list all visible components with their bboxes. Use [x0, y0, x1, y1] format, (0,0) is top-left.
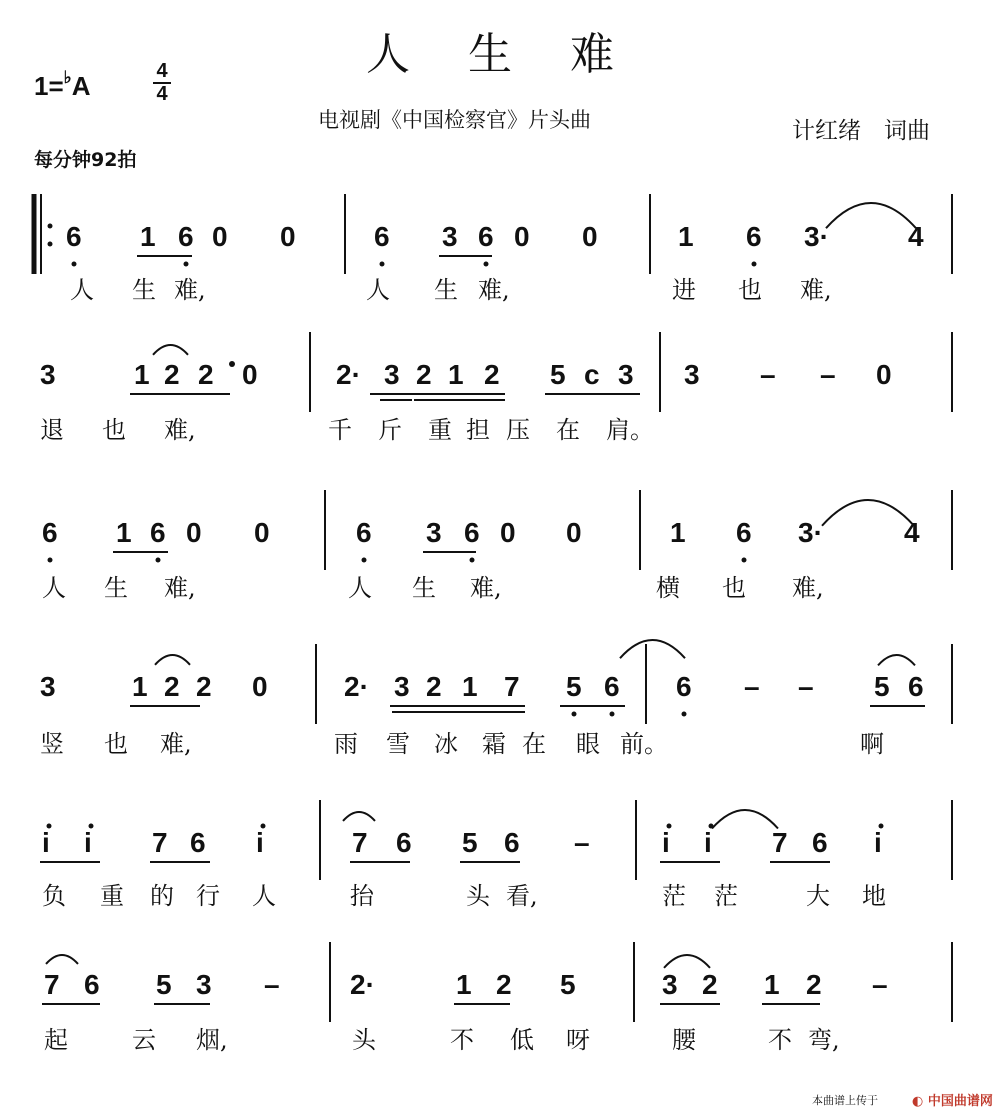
- lyric-r2-1: 退: [40, 416, 64, 444]
- note-r2-6: 2·: [336, 359, 361, 390]
- lyric-r1-4: 人: [366, 276, 390, 304]
- octave-dot-below: [752, 262, 757, 267]
- note-r5-3: 7: [152, 827, 168, 858]
- octave-dot-below: [380, 262, 385, 267]
- lyric-r1-9: 难,: [800, 276, 832, 304]
- note-r4-15: –: [798, 671, 814, 702]
- lyric-r3-9: 难,: [792, 574, 824, 602]
- note-r1-9: 0: [514, 221, 530, 252]
- slur-arc: [155, 655, 190, 665]
- lyric-r2-2: 也: [102, 416, 126, 444]
- lyric-r6-4: 头: [352, 1026, 376, 1054]
- song-title: 人生难: [366, 29, 672, 80]
- note-r2-12: c: [584, 359, 600, 390]
- lyric-r2-4: 千: [328, 416, 352, 444]
- note-r2-16: –: [820, 359, 836, 390]
- note-r5-6: 7: [352, 827, 368, 858]
- note-r2-7: 3: [384, 359, 400, 390]
- note-r5-5: i: [256, 827, 264, 858]
- note-r6-11: 2: [702, 969, 718, 1000]
- note-r6-13: 2: [806, 969, 822, 1000]
- lyric-r1-8: 也: [738, 276, 762, 304]
- note-r6-3: 5: [156, 969, 172, 1000]
- note-r5-1: i: [42, 827, 50, 858]
- lyric-r4-4: 雨: [334, 730, 358, 758]
- note-r1-6: 6: [374, 221, 390, 252]
- lyric-r2-5: 斤: [378, 416, 402, 444]
- lyric-r2-8: 压: [506, 416, 530, 444]
- note-r1-5: 0: [280, 221, 296, 252]
- lyric-r6-7: 呀: [566, 1026, 590, 1054]
- slur-arc: [822, 500, 914, 526]
- lyric-r4-5: 雪: [386, 730, 410, 758]
- lyric-r5-1: 负: [42, 882, 66, 910]
- footer-site-logo: ◐ 中国曲谱网: [912, 1094, 993, 1109]
- octave-dot-below: [156, 558, 161, 563]
- slur-arc: [153, 345, 188, 355]
- note-r4-17: 6: [908, 671, 924, 702]
- lyric-r6-5: 不: [450, 1026, 474, 1054]
- note-r6-10: 3: [662, 969, 678, 1000]
- time-signature: 4 4: [153, 62, 171, 104]
- note-r4-2: 1: [132, 671, 148, 702]
- note-r6-8: 2: [496, 969, 512, 1000]
- lyric-r2-9: 在: [556, 416, 580, 444]
- lyric-r2-7: 担: [466, 416, 490, 444]
- composer-credit: 计红绪 词曲: [792, 118, 930, 144]
- lyric-r6-6: 低: [510, 1026, 534, 1054]
- note-r5-14: 6: [812, 827, 828, 858]
- note-r4-10: 7: [504, 671, 520, 702]
- note-r2-17: 0: [876, 359, 892, 390]
- lyric-r1-5: 生: [434, 276, 458, 304]
- tempo-marking: 每分钟92拍: [34, 149, 137, 171]
- note-r1-8: 6: [478, 221, 494, 252]
- lyric-r5-3: 的: [150, 882, 174, 910]
- note-r3-1: 6: [42, 517, 58, 548]
- note-r3-13: 3·: [798, 517, 823, 548]
- note-r4-4: 2: [196, 671, 212, 702]
- lyric-r6-10: 弯,: [808, 1026, 840, 1054]
- note-r3-12: 6: [736, 517, 752, 548]
- note-r2-9: 1: [448, 359, 464, 390]
- octave-dot-below: [184, 262, 189, 267]
- lyric-r6-1: 起: [44, 1026, 68, 1054]
- note-r1-4: 0: [212, 221, 228, 252]
- lyric-r6-8: 腰: [672, 1026, 696, 1054]
- note-r5-15: i: [874, 827, 882, 858]
- note-r6-6: 2·: [350, 969, 375, 1000]
- lyric-r1-2: 生: [132, 276, 156, 304]
- lyric-r5-5: 人: [252, 882, 276, 910]
- slur-arc: [620, 640, 685, 658]
- lyric-r4-11: 啊: [860, 730, 884, 758]
- lyric-r4-9: 眼: [576, 730, 600, 758]
- note-r3-10: 0: [566, 517, 582, 548]
- note-r2-3: 2: [164, 359, 180, 390]
- note-r4-7: 3: [394, 671, 410, 702]
- lyric-r5-9: 茫: [662, 882, 686, 910]
- note-r6-7: 1: [456, 969, 472, 1000]
- note-r1-2: 1: [140, 221, 156, 252]
- lyric-r4-8: 在: [522, 730, 546, 758]
- logo-icon: ◐: [912, 1094, 924, 1109]
- subtitle: 电视剧《中国检察官》片头曲: [318, 108, 591, 132]
- lyric-r6-9: 不: [768, 1026, 792, 1054]
- slur-arc: [826, 203, 916, 228]
- octave-dot-below: [72, 262, 77, 267]
- note-r1-13: 3·: [804, 221, 829, 252]
- note-r3-11: 1: [670, 517, 686, 548]
- lyric-r4-3: 难,: [160, 730, 192, 758]
- lyric-r1-1: 人: [70, 276, 94, 304]
- lyric-r1-7: 进: [672, 276, 696, 304]
- note-r4-9: 1: [462, 671, 478, 702]
- note-r4-6: 2·: [344, 671, 369, 702]
- slur-arc: [712, 810, 778, 828]
- lyric-r5-10: 茫: [714, 882, 738, 910]
- lyric-r3-2: 生: [104, 574, 128, 602]
- lyric-r1-3: 难,: [174, 276, 206, 304]
- repeat-dot: [48, 224, 53, 229]
- note-r2-1: 3: [40, 359, 56, 390]
- stray-dot: [229, 361, 235, 367]
- slur-arc: [878, 655, 915, 665]
- note-r5-7: 6: [396, 827, 412, 858]
- lyric-r5-6: 抬: [350, 882, 374, 910]
- octave-dot-below: [362, 558, 367, 563]
- note-r4-5: 0: [252, 671, 268, 702]
- footer-upload-text: 本曲谱上传于: [812, 1094, 878, 1107]
- note-r2-5: 0: [242, 359, 258, 390]
- note-r3-2: 1: [116, 517, 132, 548]
- note-r2-10: 2: [484, 359, 500, 390]
- octave-dot-below: [484, 262, 489, 267]
- lyric-r2-10: 肩。: [606, 416, 654, 444]
- lyric-r3-3: 难,: [164, 574, 196, 602]
- lyric-r5-8: 看,: [506, 882, 538, 910]
- lyric-r5-4: 行: [196, 882, 220, 910]
- lyric-r3-6: 难,: [470, 574, 502, 602]
- octave-dot-below: [742, 558, 747, 563]
- lyric-r1-6: 难,: [478, 276, 510, 304]
- note-r5-2: i: [84, 827, 92, 858]
- note-r4-16: 5: [874, 671, 890, 702]
- note-r1-10: 0: [582, 221, 598, 252]
- lyric-r3-1: 人: [42, 574, 66, 602]
- note-r4-12: 6: [604, 671, 620, 702]
- note-r2-11: 5: [550, 359, 566, 390]
- note-r6-1: 7: [44, 969, 60, 1000]
- note-r6-9: 5: [560, 969, 576, 1000]
- lyric-r5-7: 头: [466, 882, 490, 910]
- note-r6-12: 1: [764, 969, 780, 1000]
- octave-dot-below: [610, 712, 615, 717]
- lyric-r6-3: 烟,: [196, 1026, 228, 1054]
- octave-dot-below: [470, 558, 475, 563]
- lyric-r4-1: 竖: [40, 730, 64, 758]
- lyric-r4-6: 冰: [434, 730, 458, 758]
- octave-dot-below: [572, 712, 577, 717]
- note-r1-7: 3: [442, 221, 458, 252]
- lyric-r2-6: 重: [428, 416, 452, 444]
- lyric-r3-8: 也: [722, 574, 746, 602]
- note-r5-4: 6: [190, 827, 206, 858]
- note-r4-11: 5: [566, 671, 582, 702]
- lyric-r6-2: 云: [132, 1026, 156, 1054]
- slur-arc: [46, 955, 78, 964]
- lyric-r4-7: 霜: [482, 730, 506, 758]
- note-r3-7: 3: [426, 517, 442, 548]
- note-r5-12: i: [704, 827, 712, 858]
- note-r3-6: 6: [356, 517, 372, 548]
- note-r5-8: 5: [462, 827, 478, 858]
- octave-dot-below: [682, 712, 687, 717]
- lyric-r5-12: 地: [862, 882, 886, 910]
- note-r1-12: 6: [746, 221, 762, 252]
- note-r4-13: 6: [676, 671, 692, 702]
- note-r4-3: 2: [164, 671, 180, 702]
- slur-arc: [343, 812, 375, 821]
- lyric-r3-4: 人: [348, 574, 372, 602]
- note-r1-1: 6: [66, 221, 82, 252]
- lyric-r5-11: 大: [806, 882, 830, 910]
- lyric-r4-2: 也: [104, 730, 128, 758]
- octave-dot-below: [48, 558, 53, 563]
- note-r6-5: –: [264, 969, 280, 1000]
- note-r4-14: –: [744, 671, 760, 702]
- lyric-r4-10: 前。: [620, 730, 668, 758]
- note-r2-15: –: [760, 359, 776, 390]
- lyric-r3-7: 横: [656, 574, 680, 602]
- note-r6-14: –: [872, 969, 888, 1000]
- note-r1-14: 4: [908, 221, 924, 252]
- note-r3-4: 0: [186, 517, 202, 548]
- note-r2-8: 2: [416, 359, 432, 390]
- note-r5-9: 6: [504, 827, 520, 858]
- note-r6-4: 3: [196, 969, 212, 1000]
- note-r6-2: 6: [84, 969, 100, 1000]
- note-r2-2: 1: [134, 359, 150, 390]
- repeat-dot: [48, 242, 53, 247]
- note-r4-1: 3: [40, 671, 56, 702]
- lyric-r5-2: 重: [100, 882, 124, 910]
- note-r3-8: 6: [464, 517, 480, 548]
- note-r5-13: 7: [772, 827, 788, 858]
- note-r3-14: 4: [904, 517, 920, 548]
- note-r3-5: 0: [254, 517, 270, 548]
- lyric-r2-3: 难,: [164, 416, 196, 444]
- note-r2-4: 2: [198, 359, 214, 390]
- note-r2-13: 3: [618, 359, 634, 390]
- note-r2-14: 3: [684, 359, 700, 390]
- slur-arc: [664, 955, 710, 968]
- note-r3-9: 0: [500, 517, 516, 548]
- lyric-r3-5: 生: [412, 574, 436, 602]
- note-r1-3: 6: [178, 221, 194, 252]
- note-r5-11: i: [662, 827, 670, 858]
- key-signature: 1=♭A: [34, 68, 91, 101]
- note-r4-8: 2: [426, 671, 442, 702]
- note-r1-11: 1: [678, 221, 694, 252]
- note-r3-3: 6: [150, 517, 166, 548]
- note-r5-10: –: [574, 827, 590, 858]
